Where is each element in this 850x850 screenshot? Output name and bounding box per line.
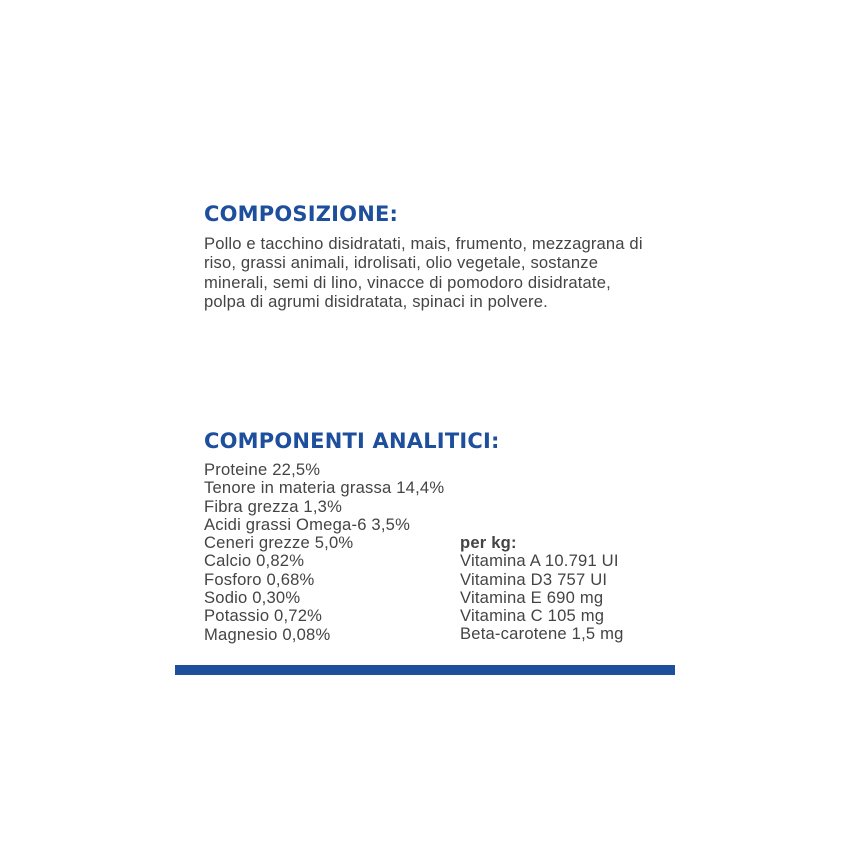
list-item: Vitamina C 105 mg (460, 606, 605, 626)
list-item: Sodio 0,30% (204, 588, 301, 608)
list-item: Magnesio 0,08% (204, 624, 331, 644)
list-item: Vitamina E 690 mg (460, 587, 604, 607)
composizione-text: Pollo e tacchino disidratati, mais, frumento, mezzagrana di riso, grassi animali, idrolisati, olio vegetale, sostanze minerali, semi di lino, vinacce di pomodoro disidratate, polpa di agrumi disidratata, spinaci in polvere. (204, 234, 643, 312)
list-item: Calcio 0,82% (204, 551, 305, 571)
analytic-components-list (204, 461, 444, 644)
componenti-analitici-heading: COMPONENTI ANALITICI: (204, 429, 500, 453)
per-kg-label: per kg: (460, 533, 517, 552)
list-item: Vitamina A 10.791 UI (460, 551, 619, 571)
bottom-divider-bar (175, 665, 675, 675)
list-item: Vitamina D3 757 UI (460, 569, 608, 589)
composizione-heading: COMPOSIZIONE: (204, 202, 399, 226)
list-item: Acidi grassi Omega-6 3,5% (204, 514, 411, 534)
list-item: Beta-carotene 1,5 mg (460, 624, 624, 644)
list-item: Tenore in materia grassa 14,4% (204, 478, 445, 498)
list-item: Fosforo 0,68% (204, 569, 315, 589)
list-item: Proteine 22,5% (204, 460, 321, 479)
list-item: Potassio 0,72% (204, 606, 323, 626)
list-item: Fibra grezza 1,3% (204, 496, 343, 516)
vitamins-list (460, 534, 624, 644)
list-item: Ceneri grezze 5,0% (204, 533, 354, 553)
